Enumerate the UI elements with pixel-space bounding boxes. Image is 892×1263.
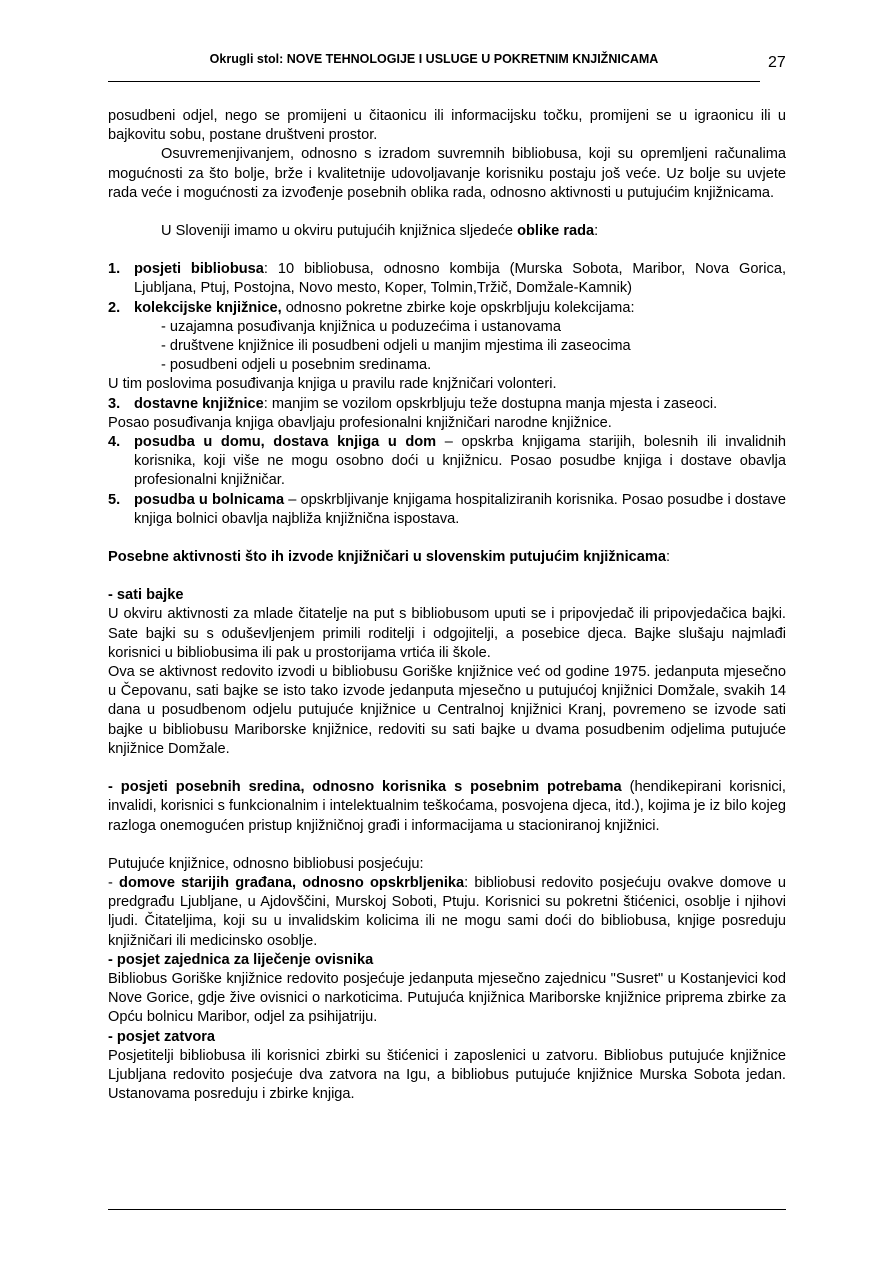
footer-rule: [108, 1209, 786, 1210]
posjeti-paragraph: [108, 778, 786, 836]
intro-p3-text: U Sloveniji imamo u okviru putujućih knjižnica sljedeće: [161, 223, 518, 240]
sati-bajke-paragraph-2: Ova se aktivnost redovito izvodi u bibliobusu Goriške knjižnice već od godine 1975. jedanputa mjesečno u Čepovanu, sati bajke se isto tako izvode jedanputa mjesečno u putujućoj knjižnici Domžale, svakih 14 dana u posudbenom odjelu putujuće knjižnice u Centralnoj knjižnici Kranj, povremeno se izvode sati bajke u bibliobusu Mariborske knjižnice, redoviti su sati bajke u dvama posudbenim odjelima putujuće knjižnice Domžale.: [108, 664, 786, 757]
zajednica-paragraph: Bibliobus Goriške knjižnice redovito posjećuje jedanputa mjesečno zajednicu "Susret" u Kostanjevici kod Nove Gorice, gdje žive ovisnici o narkoticima. Putujuća knjižnica Mariborske knjižnice priprema zbirke za Opću bolnicu Maribor, odjel za psihijatriju.: [108, 970, 786, 1026]
domove-heading: domove starijih građana, odnosno opskrbljenika: [119, 874, 465, 891]
sub-item-2: - društvene knjižnice ili posudbeni odjeli u manjim mjestima ili zaseocima: [161, 338, 631, 355]
forms-item-4: [108, 433, 786, 491]
intro-paragraph-3: [108, 222, 786, 241]
posjeti-heading: - posjeti posebnih sredina, odnosno korisnika s posebnim potrebama: [108, 779, 622, 796]
page-body: [108, 107, 786, 1104]
item-term: posudba u domu, dostava knjiga u dom: [134, 434, 437, 451]
sub-item-1: - uzajamna posuđivanja knjižnica u poduzećima i ustanovama: [161, 318, 561, 335]
item-text: odnosno pokretne zbirke koje opskrbljuju kolekcijama:: [281, 299, 635, 316]
item-number: 3.: [108, 395, 121, 412]
item-term: kolekcijske knjižnice,: [134, 299, 282, 316]
item-term: posjeti bibliobusa: [134, 261, 264, 278]
sati-bajke-heading: - sati bajke: [108, 587, 184, 604]
activities-heading-text: Posebne aktivnosti što ih izvode knjižničari u slovenskim putujućim knjižnicama: [108, 549, 666, 566]
item-term: posudba u bolnicama: [134, 491, 285, 508]
forms-item-2: [108, 299, 786, 318]
item-text: – opskrba knjigama starijih, bolesnih ili invalidnih korisnika, koji više ne mogu osobno doći u knjižnicu. Posao posudbe knjiga i dostave obavlja profesionalni knjižničar.: [134, 434, 787, 489]
note-3: Posao posuđivanja knjiga obavljaju profesionalni knjižničari narodne knjižnice.: [108, 414, 612, 431]
item-term: dostavne knjižnice: [134, 395, 264, 412]
posjeti-text: (hendikepirani korisnici, invalidi, korisnici s funkcionalnim i intelektualnim teškoćama, posvojena djeca, itd.), kojima je iz bilo kojeg razloga onemogućen pristup knjižničnoj građi i informacijama u stacioniranoj knjižnici.: [108, 779, 786, 834]
item-number: 5.: [108, 491, 121, 508]
intro-p3-colon: :: [594, 223, 599, 240]
forms-item-1: [108, 260, 786, 298]
item-text: – opskrbljivanje knjigama hospitaliziranih korisnika. Posao posudbe i dostave knjiga bolnici obavlja najbliža knjižnična ispostava.: [134, 491, 786, 527]
item-text: : 10 bibliobusa, odnosno kombija (Murska Sobota, Maribor, Nova Gorica, Ljubljana, Ptuj, Postojna, Novo mesto, Koper, Tolmin,Tržič, Domžale-Kamnik): [134, 261, 787, 297]
page-number: 27: [768, 54, 786, 71]
zajednica-heading: - posjet zajednica za liječenje ovisnika: [108, 951, 374, 968]
sati-bajke-paragraph-1: U okviru aktivnosti za mlade čitatelje na put s bibliobusom uputi se i pripovjedač ili pripovjedačica bajki. Sate bajki su s oduševljenjem primili roditelji i odgojitelji, a posebice djeca. Bajke slušaju najmlađi korisnici u bibliobusima ili pak u prostorijama vrtića ili škole.: [108, 606, 786, 661]
zatvora-heading: - posjet zatvora: [108, 1028, 216, 1045]
putujuce-intro: Putujuće knjižnice, odnosno bibliobusi posjećuju:: [108, 855, 424, 872]
intro-paragraph-2: Osuvremenjivanjem, odnosno s izradom suvremnih bibliobusa, koji su opremljeni računalima mogućnosti za što bolje, brže i kvalitetnije udovoljavanje korisniku postaju još veće. Uz bolje su uvjete rada veće i mogućnosti za izvođenje posebnih oblika rada, odnosno aktivnosti u putujućim knjižnicama.: [108, 146, 786, 201]
item-number: 4.: [108, 434, 121, 451]
forms-item-3: [108, 395, 786, 414]
item-number: 2.: [108, 299, 121, 316]
item-number: 1.: [108, 261, 121, 278]
intro-paragraph-1: posudbeni odjel, nego se promijeni u čitaonicu ili informacijsku točku, promijeni se u igraonicu ili u bajkovitu sobu, postane društveni prostor.: [108, 108, 786, 144]
header-rule: [108, 81, 760, 82]
domove-paragraph: - domove starijih građana, odnosno opskrbljenika: bibliobusi redovito posjećuju ovakve domove u predgrađu Ljubljane, u Ajdovščini, Murskoj Soboti, Ptuju. Korisnici su pokretni štićenici, osoblje i njihovi ljudi. Čitateljima, koji su u invalidskim kolicima ili ne mogu sami doći do bibliobusa, knjige posreduju knjižničari ili medicinsko osoblje.: [108, 874, 786, 949]
note-2: U tim poslovima posuđivanja knjiga u pravilu rade knjžničari volonteri.: [108, 376, 557, 393]
zatvora-paragraph: Posjetitelji bibliobusa ili korisnici zbirki su štićenici i zaposlenici u zatvoru. Bibliobus putujuće knjižnice Ljubljana redovito posjećuje dva zatvora na Igu, a bibliobus putujuće knjižnice Murska Sobota jedan. Ustanovama posreduju i zbirke knjiga.: [108, 1047, 786, 1103]
running-header: [108, 52, 760, 82]
sub-item-3: - posudbeni odjeli u posebnim sredinama.: [161, 357, 432, 374]
header-title: Okrugli stol: NOVE TEHNOLOGIJE I USLUGE U POKRETNIM KNJIŽNICAMA: [209, 52, 659, 66]
domove-text: : bibliobusi redovito posjećuju ovakve domove u predgrađu Ljubljane, u Ajdovščini, Murskoj Soboti, Ptuju. Korisnici su pokretni štićenici, osoblje i njihovi ljudi. Čitateljima, koji su u invalidskim kolicima ili ne mogu sami doći do bibliobusa, knjige posreduju knjižničari ili medicinsko osoblje.: [108, 874, 786, 949]
intro-p3-bold: oblike rada: [517, 223, 595, 240]
activities-heading: [108, 548, 786, 567]
forms-item-5: [108, 491, 786, 529]
activities-heading-colon: :: [665, 549, 671, 566]
item-text: : manjim se vozilom opskrbljuju teže dostupna manja mjesta i zaseoci.: [263, 395, 718, 412]
